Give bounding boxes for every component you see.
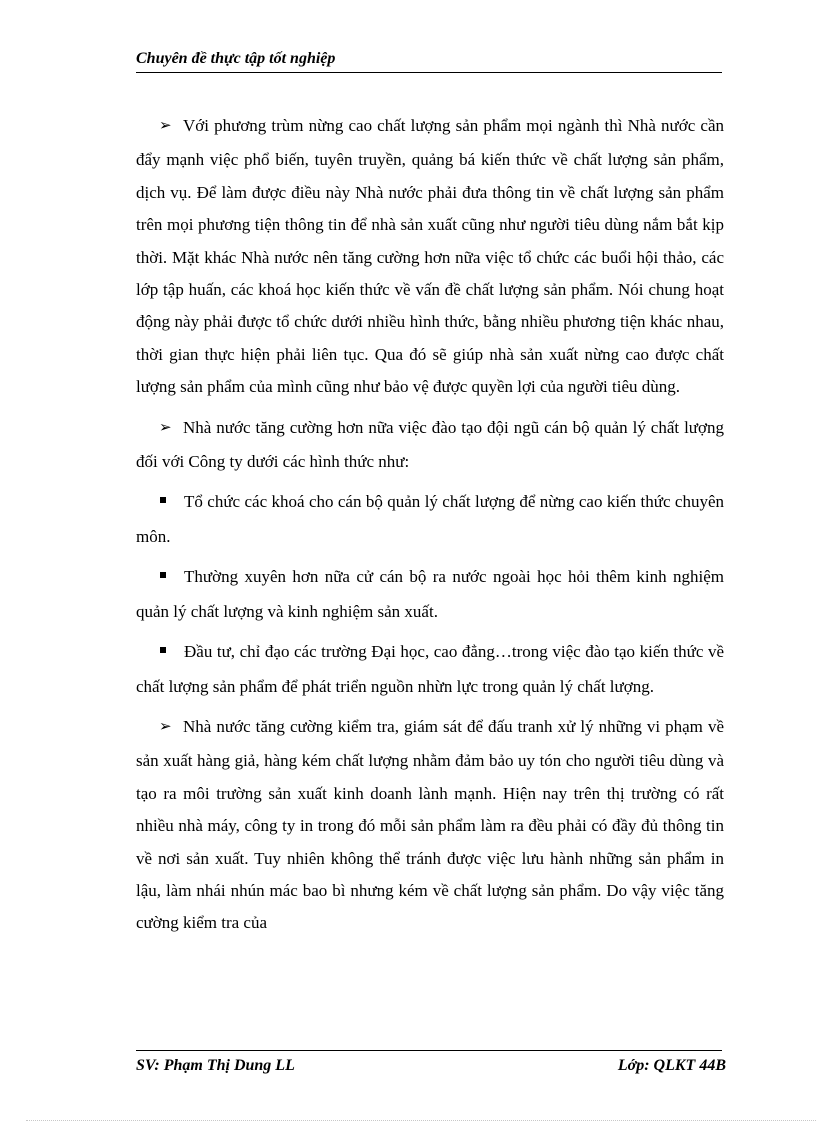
list-item <box>136 636 724 703</box>
square-bullet-icon <box>160 497 166 503</box>
list-item <box>136 486 724 553</box>
paragraph <box>136 412 724 479</box>
arrow-bullet-marker <box>159 713 183 745</box>
square-bullet-marker <box>160 638 184 670</box>
arrow-bullet-marker <box>159 414 183 446</box>
list-item-text: Thường xuyên hơn nữa cử cán bộ ra nước ngoài học hỏi thêm kinh nghiệm quản lý chất lượng và kinh nghiệm sản xuất. <box>136 567 724 621</box>
square-bullet-icon <box>160 572 166 578</box>
square-bullet-marker <box>160 563 184 595</box>
list-item <box>136 561 724 628</box>
paragraph <box>136 110 724 404</box>
paragraph <box>136 711 724 940</box>
page-boundary-divider <box>26 1120 816 1121</box>
arrow-right-outline-icon: ➢ <box>159 118 172 134</box>
document-body <box>136 110 724 948</box>
header-title: Chuyên đề thực tập tốt nghiệp <box>136 50 336 67</box>
arrow-bullet-marker <box>159 112 183 144</box>
paragraph-text: Với phương trùm nừng cao chất lượng sản phẩm mọi ngành thì Nhà nước cần đẩy mạnh việc phổ biến, tuyên truyền, quảng bá kiến thức về chất lượng sản phẩm, dịch vụ. Để làm được điều này Nhà nước phải đưa thông tin về chất lượng sản phẩm trên mọi phương tiện thông tin để nhà sản xuất cũng như người tiêu dùng nắm bắt kịp thời. Mặt khác Nhà nước nên tăng cường hơn nữa việc tổ chức các buổi hội thảo, các lớp tập huấn, các khoá học kiến thức về vấn đề chất lượng sản phẩm. Nói chung hoạt động này phải được tổ chức dưới nhiều hình thức, bằng nhiều phương tiện khác nhau, thời gian thực hiện phải liên tục. Qua đó sẽ giúp nhà sản xuất nừng cao được chất lượng sản phẩm của mình cũng như bảo vệ được quyền lợi của người tiêu dùng. <box>136 116 724 397</box>
arrow-right-outline-icon: ➢ <box>159 718 172 735</box>
paragraph-text: Nhà nước tăng cường kiểm tra, giám sát để đấu tranh xử lý những vi phạm về sản xuất hàng giả, hàng kém chất lượng nhằm đảm bảo uy tón cho người tiêu dùng và tạo ra môi trường sản xuất kinh doanh lành mạnh. Hiện nay trên thị trường có rất nhiều nhà máy, công ty in trong đó mỗi sản phẩm làm ra đều phải có đầy đủ thông tin về nơi sản xuất. Tuy nhiên không thể tránh được việc lưu hành những sản phẩm in lậu, làm nhái nhún mác bao bì nhưng kém về chất lượng sản phẩm. Do vậy việc tăng cường kiểm tra của <box>136 716 724 933</box>
paragraph-text: Nhà nước tăng cường hơn nữa việc đào tạo đội ngũ cán bộ quản lý chất lượng đối với Công ty dưới các hình thức như: <box>136 417 724 472</box>
square-bullet-icon <box>160 647 166 653</box>
square-bullet-marker <box>160 488 184 520</box>
arrow-right-outline-icon: ➢ <box>159 419 172 436</box>
footer-student-name: SV: Phạm Thị Dung LL <box>136 1057 295 1074</box>
page-header <box>136 48 722 73</box>
footer-class: Lớp: QLKT 44B <box>617 1057 726 1074</box>
page-footer <box>136 1050 726 1081</box>
list-item-text: Đầu tư, chỉ đạo các trường Đại học, cao đẳng…trong việc đào tạo kiến thức về chất lượng sản phẩm để phát triển nguồn nhừn lực trong quản lý chất lượng. <box>136 642 724 696</box>
list-item-text: Tổ chức các khoá cho cán bộ quản lý chất lượng để nừng cao kiến thức chuyên môn. <box>136 492 724 546</box>
